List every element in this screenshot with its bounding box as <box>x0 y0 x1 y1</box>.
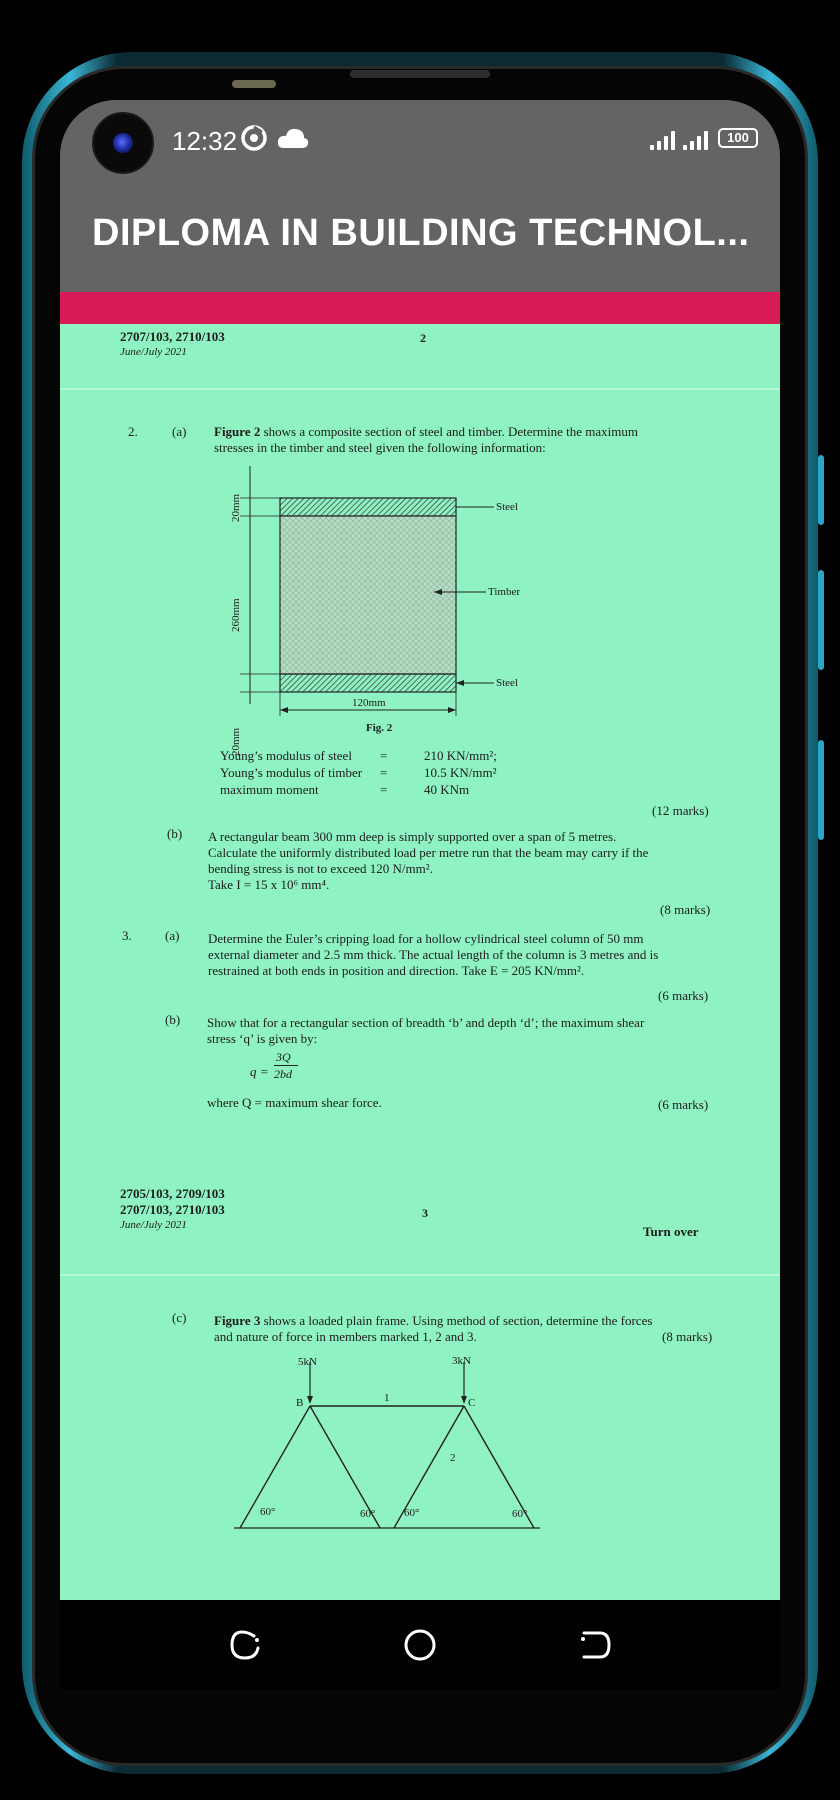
turn-over: Turn over <box>643 1224 699 1239</box>
given-name: Young’s modulus of steel <box>220 748 352 763</box>
question-text: Take I = 15 x 10⁶ mm⁴. <box>208 877 330 892</box>
back-button[interactable] <box>578 1628 612 1662</box>
question-text: bending stress is not to exceed 120 N/mm². <box>208 861 433 876</box>
signal-icon <box>683 130 708 150</box>
document-viewer[interactable] <box>60 324 780 1600</box>
given-eq: = <box>380 765 388 780</box>
page-codes: 2705/103, 2709/103 <box>120 1186 225 1201</box>
page-number: 3 <box>422 1206 428 1220</box>
given-value: 40 KNm <box>424 782 470 797</box>
question-text: stresses in the timber and steel given the following information: <box>214 440 546 455</box>
question-part: (b) <box>167 826 183 841</box>
formula-bar <box>274 1065 298 1066</box>
battery-icon: 100 <box>718 128 758 148</box>
volume-up-button <box>818 570 824 670</box>
question-text: stress ‘q’ is given by: <box>207 1031 318 1046</box>
question-text: Show that for a rectangular section of breadth ‘b’ and depth ‘d’; the maximum shear <box>207 1015 645 1030</box>
figure-3-drawing <box>220 1352 640 1600</box>
question-number: 3. <box>122 928 132 943</box>
question-text <box>214 1313 652 1329</box>
page-number: 2 <box>420 331 426 345</box>
marks: (8 marks) <box>662 1329 713 1344</box>
navigation-bar <box>60 1600 780 1690</box>
node-label: B <box>296 1397 304 1409</box>
dim-label-width: 120mm <box>352 697 386 709</box>
label-steel-top: Steel <box>496 501 518 513</box>
figure-ref: Figure 3 <box>214 1313 261 1328</box>
accent-strip <box>60 292 780 324</box>
data-saver-icon <box>240 124 268 152</box>
question-text: Calculate the uniformly distributed load per metre run that the beam may carry if the <box>208 845 649 860</box>
home-button[interactable] <box>403 1628 437 1662</box>
volume-down-button <box>818 740 824 840</box>
front-camera <box>92 112 154 174</box>
recents-button[interactable] <box>228 1628 262 1662</box>
label-steel-bottom: Steel <box>496 677 518 689</box>
sensor <box>232 80 276 88</box>
question-part: (a) <box>172 424 187 439</box>
load-label: 5kN <box>298 1356 317 1368</box>
dim-label-mid: 260mm <box>230 598 242 632</box>
figure-caption: Fig. 2 <box>366 722 393 734</box>
dim-label-top: 20mm <box>230 493 242 522</box>
screen <box>60 100 780 1600</box>
status-time: 12:32 <box>172 126 238 156</box>
speaker-grille <box>350 70 490 78</box>
dim-label-bottom: 20mm <box>230 727 242 756</box>
question-text-rest: shows a composite section of steel and timber. Determine the maximum <box>260 424 638 439</box>
page-codes: 2707/103, 2710/103 <box>120 329 225 344</box>
cloud-icon <box>276 126 310 150</box>
given-name: maximum moment <box>220 782 319 797</box>
formula-lhs: q = <box>250 1064 269 1079</box>
page-session: June/July 2021 <box>120 346 187 358</box>
load-label: 3kN <box>452 1355 471 1367</box>
question-text-rest: shows a loaded plain frame. Using method of section, determine the forces <box>260 1313 653 1328</box>
member-label: 1 <box>384 1392 390 1404</box>
question-number: 2. <box>128 424 138 439</box>
signal-icon <box>650 130 675 150</box>
question-text: where Q = maximum shear force. <box>207 1095 382 1110</box>
app-bar <box>60 190 780 292</box>
angle-label: 60° <box>512 1508 528 1520</box>
figure-ref: Figure 2 <box>214 424 261 439</box>
marks: (6 marks) <box>658 988 709 1003</box>
formula-numerator: 3Q <box>276 1050 291 1064</box>
label-timber: Timber <box>488 586 520 598</box>
side-button <box>818 455 824 525</box>
angle-label: 60° <box>404 1507 420 1519</box>
angle-label: 60° <box>260 1506 276 1518</box>
given-name: Young’s modulus of timber <box>220 765 363 780</box>
marks: (8 marks) <box>660 902 711 917</box>
given-eq: = <box>380 748 388 763</box>
given-eq: = <box>380 782 388 797</box>
node-label: C <box>468 1397 476 1409</box>
member-label: 2 <box>450 1452 456 1464</box>
page-codes: 2707/103, 2710/103 <box>120 1202 225 1217</box>
question-part: (b) <box>165 1012 181 1027</box>
given-value: 10.5 KN/mm² <box>424 765 497 780</box>
marks: (6 marks) <box>658 1097 709 1112</box>
status-bar <box>60 100 780 190</box>
question-part: (c) <box>172 1310 187 1325</box>
question-text: and nature of force in members marked 1, 2 and 3. <box>214 1329 477 1344</box>
angle-label: 60° <box>360 1508 376 1520</box>
question-text: A rectangular beam 300 mm deep is simply supported over a span of 5 metres. <box>208 829 617 844</box>
given-value: 210 KN/mm²; <box>424 748 497 763</box>
question-text: Determine the Euler’s cripping load for a hollow cylindrical steel column of 50 mm <box>208 931 644 946</box>
page-title: DIPLOMA IN BUILDING TECHNOL... <box>92 212 750 254</box>
marks: (12 marks) <box>652 803 709 818</box>
question-text: external diameter and 2.5 mm thick. The actual length of the column is 3 metres and is <box>208 947 659 962</box>
page-session: June/July 2021 <box>120 1219 187 1231</box>
formula-denominator: 2bd <box>274 1067 292 1081</box>
page-divider <box>60 388 780 390</box>
question-text: restrained at both ends in position and direction. Take E = 205 KN/mm². <box>208 963 585 978</box>
question-part: (a) <box>165 928 180 943</box>
page-divider <box>60 1274 780 1276</box>
question-text <box>214 424 638 440</box>
